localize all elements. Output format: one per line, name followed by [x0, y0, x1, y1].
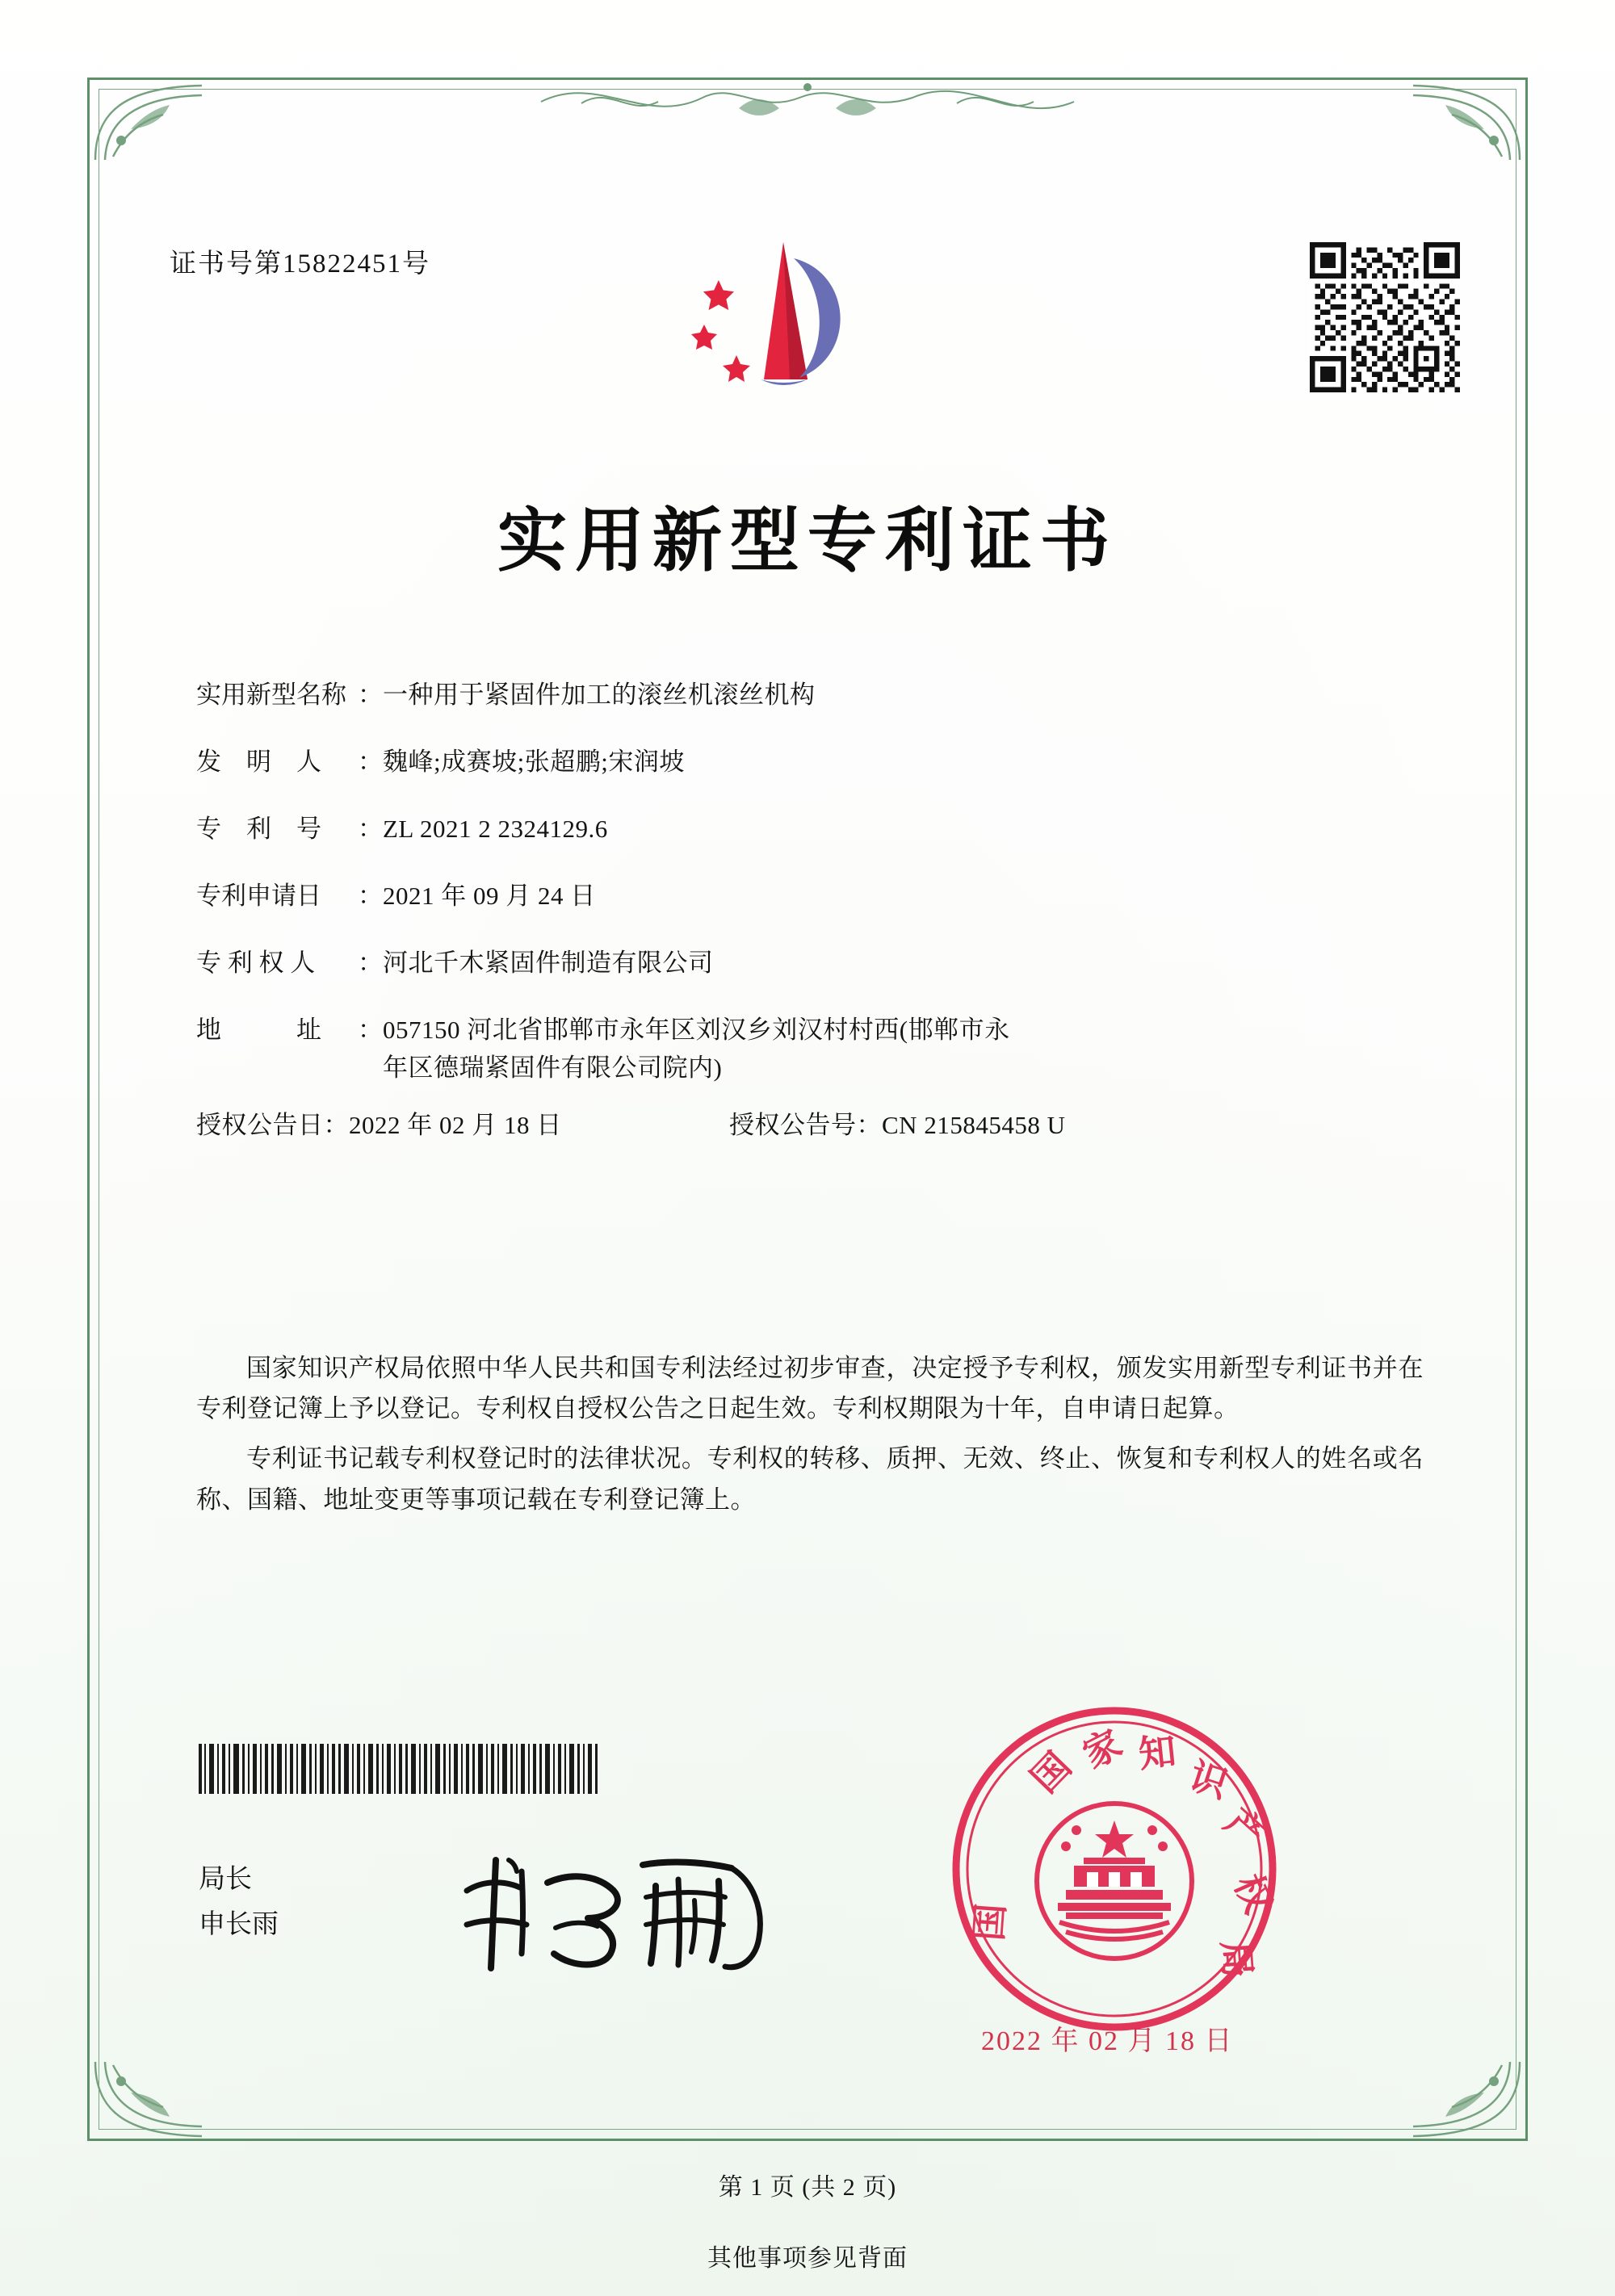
svg-text:产: 产	[1216, 1800, 1273, 1857]
field-label: 授权公告日	[196, 1111, 324, 1139]
field-colon: ：	[358, 815, 383, 843]
certificate-fields	[196, 682, 1424, 1170]
address-line-1: 057150 河北省邯郸市永年区刘汉乡刘汉村村西(邯郸市永	[383, 1016, 1010, 1044]
field-colon: ：	[358, 1016, 383, 1044]
corner-ornament-top-left	[89, 79, 210, 168]
field-colon: ：	[358, 949, 383, 977]
field-application-date	[196, 883, 1424, 908]
field-value: CN 215845458 U	[882, 1111, 1066, 1139]
corner-ornament-top-right	[1405, 79, 1526, 168]
field-announcement-date	[196, 1112, 729, 1138]
field-grant-row	[196, 1112, 1424, 1138]
seal-date: 2022 年 02 月 18 日	[981, 2026, 1234, 2056]
field-inventors	[196, 749, 1424, 774]
field-address	[196, 1017, 1424, 1080]
director-role-label: 局长	[199, 1865, 252, 1894]
field-label: 实用新型名称	[196, 681, 346, 709]
corner-ornament-bottom-left	[89, 2054, 210, 2143]
corner-ornament-bottom-right	[1405, 2054, 1526, 2143]
svg-text:知: 知	[1136, 1728, 1178, 1776]
field-colon: ：	[358, 748, 383, 776]
field-label: 专 利 权 人	[196, 949, 316, 977]
director-name-label: 申长雨	[199, 1910, 279, 1940]
field-label: 地 址	[196, 1016, 321, 1044]
legal-paragraph-1: 国家知识产权局依照中华人民共和国专利法经过初步审查，决定授予专利权，颁发实用新型专利证书并在专利登记簿上予以登记。专利权自授权公告之日起生效。专利权期限为十年，自申请日起算。	[196, 1354, 1424, 1423]
field-announcement-number	[729, 1112, 1065, 1138]
svg-text:权: 权	[1225, 1867, 1281, 1920]
svg-text:国: 国	[1022, 1744, 1080, 1801]
cnipa-logo-icon	[686, 234, 880, 412]
field-value: 一种用于紧固件加工的滚丝机滚丝机构	[383, 681, 816, 709]
field-value	[383, 1017, 1424, 1080]
field-label: 专 利 号	[196, 815, 321, 843]
field-colon: ：	[358, 681, 383, 709]
svg-text:家: 家	[1076, 1720, 1129, 1777]
official-seal	[945, 1699, 1284, 2038]
field-patentee	[196, 950, 1424, 975]
field-utility-model-name	[196, 682, 1424, 707]
field-colon: ：	[856, 1111, 882, 1139]
signature-block	[199, 1857, 279, 1947]
field-colon: ：	[323, 1111, 349, 1139]
page-indicator: 第 1 页 (共 2 页)	[718, 2174, 897, 2201]
svg-text:识: 识	[1184, 1753, 1234, 1807]
barcode	[199, 1744, 602, 1794]
svg-text:局: 局	[1214, 1939, 1261, 1980]
field-value: 河北千木紧固件制造有限公司	[383, 949, 714, 977]
field-label: 专利申请日	[196, 882, 321, 910]
qr-code	[1310, 242, 1460, 392]
top-flourish-ornament	[533, 69, 1082, 126]
legal-paragraph-2: 专利证书记载专利权登记时的法律状况。专利权的转移、质押、无效、终止、恢复和专利权人的姓名或名称、国籍、地址变更等事项记载在专利登记簿上。	[196, 1444, 1424, 1514]
page-title: 实用新型专利证书	[497, 500, 1118, 581]
svg-text:国: 国	[967, 1902, 1013, 1942]
field-label: 授权公告号	[729, 1111, 857, 1139]
certificate-number: 证书号第15822451号	[170, 249, 430, 279]
field-value: 2021 年 09 月 24 日	[383, 882, 596, 910]
field-value: 魏峰;成赛坡;张超鹏;宋润坡	[383, 748, 685, 776]
field-patent-number	[196, 816, 1424, 841]
field-value: ZL 2021 2 2324129.6	[383, 815, 608, 843]
field-colon: ：	[358, 882, 383, 910]
legal-text	[196, 1348, 1424, 1530]
handwritten-signature	[452, 1841, 799, 1986]
address-line-2: 年区德瑞紧固件有限公司院内)	[383, 1054, 723, 1082]
field-value: 2022 年 02 月 18 日	[349, 1111, 562, 1139]
field-label: 发 明 人	[196, 748, 321, 776]
back-side-note: 其他事项参见背面	[707, 2245, 908, 2272]
